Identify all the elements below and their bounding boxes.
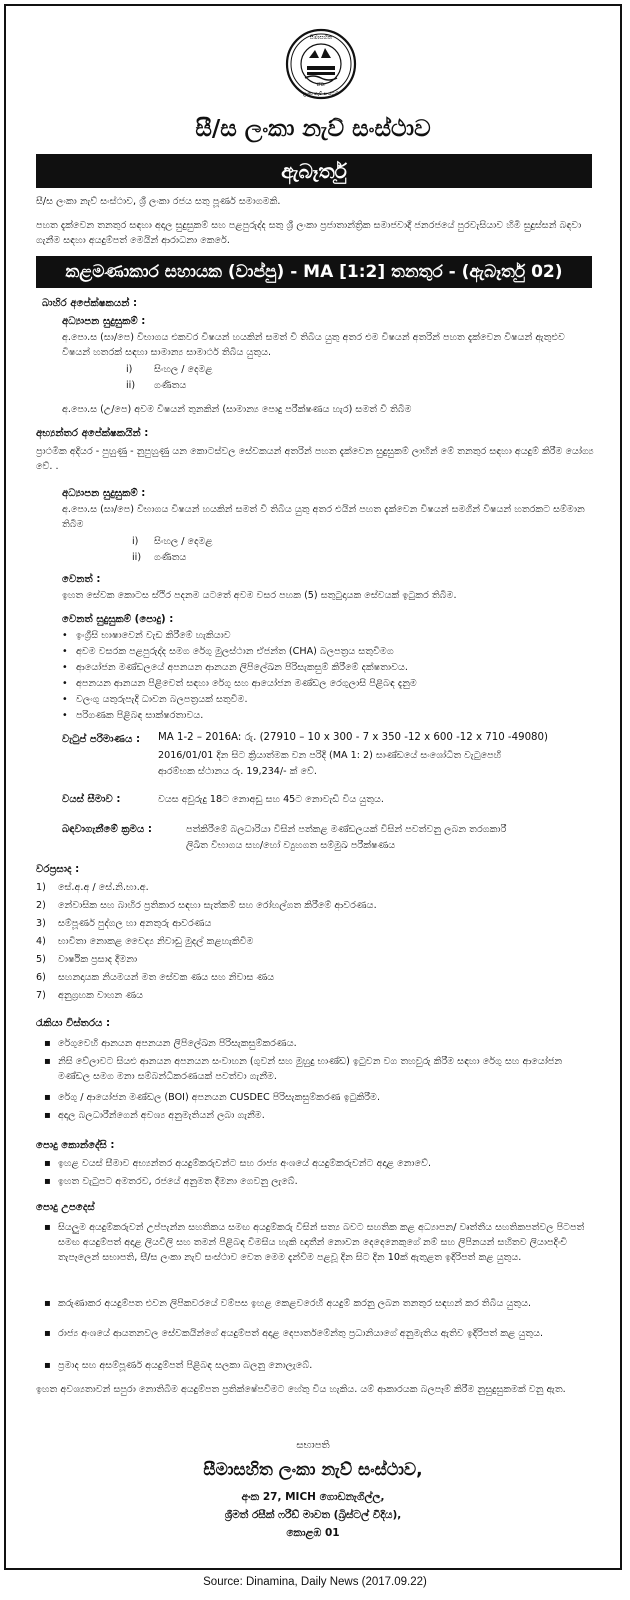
internal-other-text: ඉහත සේවක කොටස ස්ථිර පදනම යටතේ අවම වසර පහක (5) සතුටුදායක සේවයක් ඉටුකර තිබීම. — [62, 590, 457, 601]
signature-title: සභාපති — [296, 1440, 330, 1451]
other-qual-item: • අපනයන ආනයන පිළිවෙත් සඳහා රේගු සහ ආයෝජන මණ්ඩල රෙගුලාසි පිළිබඳ දැනුම — [76, 676, 417, 691]
logo-text-ltd: LTD. — [316, 82, 326, 87]
general-advice-heading: පොදු උපදෙස් — [36, 1202, 95, 1213]
salary-line2: 2016/01/01 දින සිට ක්‍රියාත්මක වන පරිදි (MA 1: 2) සාණ්ඩයේ සංශෝධිත වැටුපෙහි — [158, 750, 502, 761]
privilege-item: සහනදායක නියමයන් මත සේවක ණය සහ නිවාස ණය — [58, 972, 275, 983]
privilege-item: නේවාසික සහ බාහිර ප්‍රතිකාර සඳහා සැත්කම් සහ රෝහල්ගත කිරීමේ ආවරණය. — [58, 900, 377, 911]
privilege-item: වාර්ෂික ප්‍රසාද දීමනා — [58, 954, 138, 965]
other-qual-item: • ආයෝජන මණ්ඩලයේ අපනයන ආනයන ලිපිලේඛන පිරිසැකසුම් කිරීමේ දක්ෂතාවය. — [76, 660, 408, 675]
advice-item: ▪ රාජ්‍ය අංශයේ ආයතනවල සේවකයින්ගේ අයදුම්පත් අදාළ දෙපාර්තමේන්තු ප්‍රධානියාගේ අනුමැතිය ඇතිව ඉදිරිපත් කළ යුතුය. — [58, 1326, 594, 1341]
internal-other-heading: වෙනත් : — [62, 574, 101, 585]
recruitment-label: බඳවාගැනීමේ ක්‍රමය : — [62, 824, 152, 835]
privilege-item: සේ.අ.අ / සේ.නි.භා.අ. — [58, 882, 149, 893]
address-line: කොළඹ 01 — [286, 1527, 340, 1539]
privilege-num: 5) — [36, 954, 46, 965]
internal-edu-heading: අධ්‍යාපන සුදුසුකම් : — [62, 488, 146, 499]
intro-paragraph: පහත දැක්වෙන තනතුර සඳහා අදාල සුදුසුකම් සහ පළපුරුද්ද සතු ශ්‍රී ලංකා ප්‍රජාතාන්ත්‍රික සමාජවාදී ජනරජයේ පුරවැසියාව හිමි සුදුස්සන් බඳවා ගැනීම සඳහා අයදුම්පත් මෙයින් ආරාධනා කෙරේ. — [36, 220, 582, 246]
advice-item: ▪ කරුණාකර අයදුම්පත එවන ලිපිකවරයේ වම්පස ඉහළ කෙළවරෙහි අයදුම් කරනු ලබන තනතුර සඳහන් කර තිබිය යුතුය. — [58, 1296, 594, 1311]
age-text: වයස අවුරුදු 18ට නොඅඩු සහ 45ට නොවැඩි විය යුතුය. — [158, 794, 384, 805]
internal-subject-num: i) — [132, 536, 139, 547]
internal-heading: අභ්‍යන්තර අපේක්ෂකයින් : — [36, 428, 149, 439]
privilege-num: 6) — [36, 972, 46, 983]
other-quals-heading: වෙනත් සුදුසුකම් (පොදු) : — [62, 614, 174, 625]
external-heading: බාහිර අපේක්ෂකයන් : — [42, 298, 138, 309]
other-qual-item: • ඉංග්‍රීසි භාෂාවෙන් වැඩ කිරීමේ හැකියාව — [76, 628, 231, 643]
salary-label: වැටුප් පරිමාණය : — [62, 734, 141, 745]
internal-subject: ගණිතය — [154, 552, 187, 563]
post-title-banner: කළමණාකාර සහායක (වාප්පු) - MA [1:2] තනතුර - (ඇබෑර්තු 02) — [36, 256, 592, 288]
internal-intro: ප්‍රාථමික අදියර - පුහුණු - නුපුහුණු යන කොටස්වල සේවකයන් අතරින් පහත දැක්වෙන සුදුසුකම් ලාභින් මේ තනතුර සඳහා අයදුම් කිරීම යෝග්‍ය වේ. . — [36, 446, 594, 472]
external-subject-num: ii) — [126, 380, 136, 391]
internal-subject: සිංහල / දෙමළ — [154, 536, 213, 547]
privilege-item: භාවිතා නොකළ වෛද්‍ය නිවාඩු මුදල් කළහැකිවීම — [58, 936, 254, 947]
privilege-num: 4) — [36, 936, 46, 947]
privileges-heading: වරප්‍රසාද : — [36, 864, 80, 875]
advice-closing: ඉහත අවශ්‍යතාවන් සපුරා නොතිබීම අයදුම්පත ප්‍රතික්ෂේපවීමට හේතු විය හැකිය. යම් ආකාරයක බලපෑම් කිරීම නුසුදුසුකමක් වනු ඇත. — [36, 1384, 566, 1395]
logo-text-top: සීමාසහිත — [309, 35, 333, 41]
advice-item: ▪ සියලුම අයදුම්කරුවන් උප්පැන්න සහතිකය සමඟ අයදුම්කරු විසින් සත්‍ය බවට සහතික කළ අධ්‍යාපන/ වෘත්තීය සහතිකපත්වල පිටපත් සමඟ අයදුම්පත් අදාළ ලියවිලි සහ තමන් පිළිබඳ විමසිය හැකි ඥාතීන් නොවන දෙදෙනෙකුගේ නම් සහ ලිපිනයන් සහිතව ලියාපදිංචි තැපෑලෙන් සභාපති, සී/ස ලංකා නැව් සංස්ථාව වෙත මෙම දැන්වීම පළවූ දින සිට දින 10ක් ඇතුළත ඉදිරිපත් කළ යුතුය. — [58, 1220, 594, 1265]
privilege-num: 7) — [36, 990, 46, 1001]
duty-item: ▪ අදාල බලධාරීන්ගෙන් අවශ්‍ය අනුමැතියන් ලබා ගැනීම. — [58, 1108, 265, 1123]
advice-item: ▪ ප්‍රමාද සහ අසම්පූර්ණ අයදුම්පත් පිළිබඳ සලකා බලනු නොලැබේ. — [58, 1358, 312, 1373]
source-credit: Source: Dinamina, Daily News (2017.09.22) — [203, 1576, 427, 1588]
duties-heading: රැකියා විස්තරය : — [36, 1018, 111, 1029]
privilege-num: 2) — [36, 900, 46, 911]
address-line: ශ්‍රීමත් රසීක් ෆරීඩ් මාවත (බ්‍රිස්ටල් වීදිය), — [224, 1509, 402, 1521]
advertisement-frame — [4, 4, 622, 1570]
privilege-num: 3) — [36, 918, 46, 929]
other-qual-item: • වලංගු යතුරුපැදි ධාවන බලපත්‍රයක් සතුවීම. — [76, 692, 248, 707]
general-condition-item: ▪ ඉහත වැටුපට අමතරව, රජයේ අනුමත දීමනා ගෙවනු ලැබේ. — [58, 1174, 298, 1189]
internal-edu-text: අ.පො.ස (සා/පෙ) විභාගය විෂයන් හයකින් සමත් වී තිබිය යුතු අතර එයින් පහත දැක්වෙන විෂයන් සමගින් විෂයන් හතරකට සම්මාන තිබීම — [62, 504, 585, 530]
duty-item: ▪ රේගුවෙහි ආනයන අපනයන ලිපිලේඛන පිරිසැකසුම්කරණය. — [58, 1036, 297, 1051]
general-condition-item: ▪ ඉහළ වයස් සීමාව අභ්‍යන්තර අයදුම්කරුවන්ට සහ රාජ්‍ය අංශයේ අයදුම්කරුවන්ට අදාළ නොවේ. — [58, 1156, 431, 1171]
internal-subject-num: ii) — [132, 552, 142, 563]
signature-org: සීමාසහිත ලංකා නැව් සංස්ථාව, — [203, 1460, 423, 1480]
org-title: සී/ස ලංකා නැව් සංස්ථාව — [195, 116, 431, 142]
ceylon-shipping-corporation-logo — [285, 28, 357, 100]
salary-scale: MA 1-2 – 2016A: රු. (27910 – 10 x 300 - 7 x 350 -12 x 600 -12 x 710 -49080) — [158, 732, 548, 743]
privilege-item: අනුග්‍රහක වාහන ණය — [58, 990, 144, 1001]
other-qual-item: • පරිගණක පිළිබඳ සාක්ෂරතාවය. — [76, 708, 203, 723]
duty-item: ▪ රේගු / ආයෝජන මණ්ඩල (BOI) අපනයන CUSDEC පිරිසැකසුම්කරණ ඉටුකිරීම. — [58, 1090, 380, 1105]
external-edu-text: අ.පො.ස (සා/පෙ) විභාගය එකවර විෂයන් හයකින් සමත් වී තිබිය යුතු අතර එම විෂයන් අතරින් පහත දැක්වෙන විෂයන් ඇතුළුව විෂයන් හතරක් සඳහා සාමාන්‍ය සාමාර්ථ තිබිය යුතුය. — [62, 332, 565, 358]
intro-line: සී/ස ලංකා නැව් සංස්ථාව, ශ්‍රී ලංකා රජය සතු පූර්ණ සමාගමකි. — [36, 196, 281, 207]
address-line: අංක 27, MICH ගොඩනැගිල්ල, — [241, 1491, 385, 1503]
general-conditions-heading: පොදු කොන්දේසි : — [36, 1140, 115, 1151]
recruitment-line2: ලිඛිත විභාගය සහ/හෝ ව්‍යුහගත සම්මුඛ පරීක්ෂණය — [186, 840, 396, 851]
logo-text-bottom: ලංකා නැව් සංස්ථාව — [302, 92, 340, 97]
external-subject: ගණිතය — [154, 380, 187, 391]
external-al-text: අ.පො.ස (උ/පෙ) අවම විෂයන් තුනකින් (සාමාන්‍ය පොදු පරීක්ෂණය හැර) සමත් වී තිබීම — [62, 404, 412, 415]
banner-vacancies: ඇබෑර්තු — [36, 154, 592, 188]
duty-item: ▪ නිසි වේලාවට සියළු ආනයන අපනයන සංවාහන (ගුවන් සහ මුහුදු භාණ්ඩ) ඉටුවන වග තහවුරු කිරීම සඳහා රේගු සහ ආයෝජන මණ්ඩල සමග මනා සම්බන්ධීකරණයක් පවත්වා ගැනීම. — [58, 1054, 594, 1084]
external-edu-heading: අධ්‍යාපන සුදුසුකම් : — [62, 316, 146, 327]
salary-line3: ආරම්භක ස්ථානය රු. 19,234/- ක් වේ. — [158, 766, 317, 777]
other-qual-item: • අවම වසරක පළපුරුද්ද සමග රේගු මුලස්ථාන ඒජන්ත (CHA) බලපත්‍රය සතුවීමග — [76, 644, 394, 659]
signature-address — [6, 1488, 620, 1542]
external-subject: සිංහල / දෙමළ — [154, 364, 213, 375]
privilege-num: 1) — [36, 882, 46, 893]
age-label: වයස් සීමාව : — [62, 794, 121, 805]
external-subject-num: i) — [126, 364, 133, 375]
privilege-item: සම්පූර්ණ පුද්ගල හා අනතුරු ආවරණය — [58, 918, 212, 929]
recruitment-line1: පත්කිරීමේ බලධාරියා විසින් පත්කළ මණ්ඩලයක් විසින් පවත්වනු ලබන තරගකාරී — [186, 824, 507, 835]
